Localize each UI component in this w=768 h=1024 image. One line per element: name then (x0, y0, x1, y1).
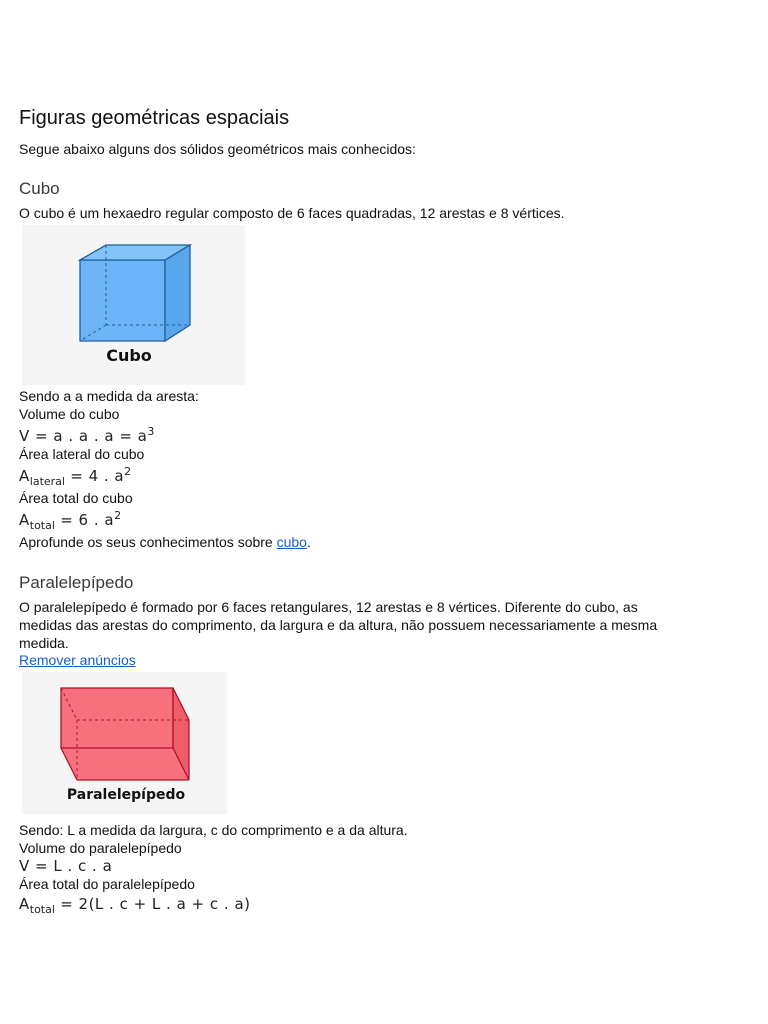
cubo-volume-exponent: 3 (147, 425, 155, 438)
cubo-total-subscript: total (29, 519, 55, 532)
paralelepipedo-total-symbol: A (19, 895, 30, 913)
cubo-description: O cubo é um hexaedro regular composto de 6 faces quadradas, 12 arestas e 8 vértices. (19, 205, 565, 221)
cube-illustration (22, 225, 245, 385)
cubo-link[interactable]: cubo (276, 534, 307, 550)
cubo-volume-formula (19, 425, 154, 445)
cubo-lateral-expression: = 4 . a (64, 467, 125, 485)
paralelepipedo-volume-label: Volume do paralelepípedo (19, 840, 182, 856)
cubo-figure-label: Cubo (106, 346, 152, 365)
paralelepipedo-volume-expression: V = L . c . a (19, 857, 113, 875)
cubo-total-label: Área total do cubo (19, 490, 133, 506)
paralelepipedo-total-expression: = 2(L . c + L . a + c . a) (54, 895, 251, 913)
paralelepipedo-volume-formula (19, 857, 112, 875)
cubo-total-expression: = 6 . a (54, 511, 115, 529)
intro-text: Segue abaixo alguns dos sólidos geométricos mais conhecidos: (19, 141, 416, 157)
paralelepipedo-heading: Paralelepípedo (19, 573, 134, 592)
paralelepipedo-figure-label: Paralelepípedo (66, 787, 186, 803)
remove-ads-row (19, 651, 136, 669)
remove-ads-link[interactable]: Remover anúncios (19, 652, 136, 668)
paralelepipedo-total-label: Área total do paralelepípedo (19, 876, 195, 892)
cubo-aprofunde (19, 533, 311, 551)
page-title: Figuras geométricas espaciais (19, 107, 290, 129)
paralelepipedo-total-formula (19, 895, 251, 916)
cubo-lateral-exponent: 2 (124, 465, 132, 478)
cubo-volume-label: Volume do cubo (19, 406, 120, 422)
cubo-aprofunde-text: Aprofunde os seus conhecimentos sobre (19, 534, 277, 550)
parallelepiped-illustration (22, 672, 227, 814)
cubo-sendo: Sendo a a medida da aresta: (19, 388, 199, 404)
cubo-lateral-symbol: A (19, 467, 30, 485)
cubo-total-symbol: A (19, 511, 30, 529)
paralelepipedo-figure (22, 672, 227, 814)
cubo-lateral-label: Área lateral do cubo (19, 446, 145, 462)
cubo-heading: Cubo (19, 179, 60, 198)
cubo-aprofunde-suffix: . (306, 534, 311, 550)
cubo-lateral-subscript: lateral (29, 475, 65, 488)
paralelepipedo-total-subscript: total (29, 903, 55, 916)
cubo-volume-expression: V = a . a . a = a (19, 427, 148, 445)
cubo-lateral-formula (19, 465, 131, 488)
paralelepipedo-description: O paralelepípedo é formado por 6 faces retangulares, 12 arestas e 8 vértices. Diferente do cubo, as medidas das arestas do comprimento, da largura e da altura, não possuem necessariamente a mesma medida. (19, 599, 658, 651)
paralelepipedo-sendo: Sendo: L a medida da largura, c do comprimento e a da altura. (19, 822, 408, 838)
cubo-figure (22, 225, 245, 385)
cubo-total-formula (19, 509, 121, 532)
cubo-total-exponent: 2 (114, 509, 122, 522)
